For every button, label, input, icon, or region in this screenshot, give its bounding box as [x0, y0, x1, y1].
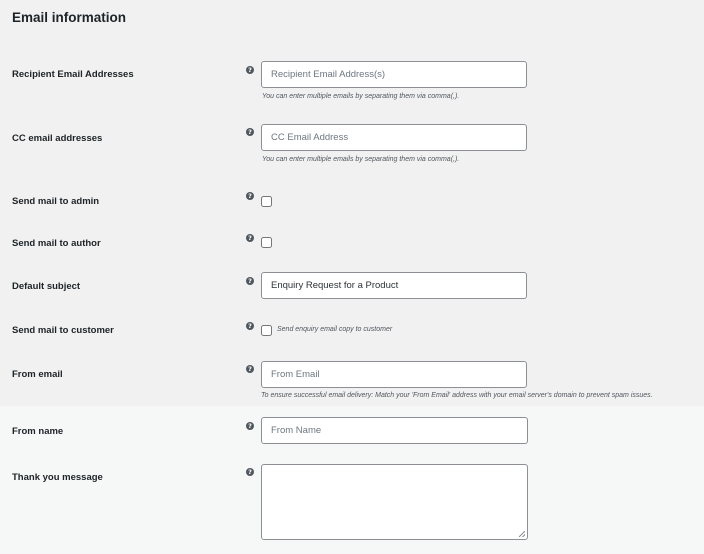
help-icon[interactable]: ?: [246, 468, 254, 476]
help-icon[interactable]: ?: [246, 422, 254, 430]
from-email-label: From email: [12, 369, 63, 380]
help-icon[interactable]: ?: [246, 192, 254, 200]
help-icon[interactable]: ?: [246, 66, 254, 74]
from-email-description: To ensure successful email delivery: Match your 'From Email' address with your email server's domain to prevent spam issues.: [261, 392, 653, 399]
send-customer-label: Send mail to customer: [12, 325, 114, 336]
help-icon[interactable]: ?: [246, 277, 254, 285]
recipient-emails-label: Recipient Email Addresses: [12, 69, 134, 80]
send-author-checkbox[interactable]: [261, 237, 272, 248]
help-icon[interactable]: ?: [246, 234, 254, 242]
send-author-label: Send mail to author: [12, 238, 101, 249]
help-icon[interactable]: ?: [246, 322, 254, 330]
send-customer-checkbox-label[interactable]: Send enquiry email copy to customer: [277, 326, 393, 333]
cc-emails-description: You can enter multiple emails by separating them via comma(,).: [262, 156, 460, 163]
recipient-emails-input[interactable]: [261, 61, 527, 88]
cc-emails-input[interactable]: [261, 124, 527, 151]
help-icon[interactable]: ?: [246, 128, 254, 136]
section-title: Email information: [12, 10, 127, 25]
resize-handle-icon[interactable]: [519, 531, 525, 537]
thank-you-message-textarea[interactable]: [261, 464, 528, 540]
send-admin-label: Send mail to admin: [12, 196, 100, 207]
send-customer-checkbox[interactable]: [261, 325, 272, 336]
recipient-emails-description: You can enter multiple emails by separating them via comma(,).: [262, 93, 460, 100]
send-admin-checkbox[interactable]: [261, 196, 272, 207]
default-subject-input[interactable]: [261, 272, 527, 299]
help-icon[interactable]: ?: [246, 365, 254, 373]
thank-you-message-label: Thank you message: [12, 472, 103, 483]
from-name-input[interactable]: [261, 417, 528, 444]
cc-emails-label: CC email addresses: [12, 133, 103, 144]
default-subject-label: Default subject: [12, 281, 81, 292]
from-name-label: From name: [12, 426, 64, 437]
from-email-input[interactable]: [261, 361, 527, 388]
